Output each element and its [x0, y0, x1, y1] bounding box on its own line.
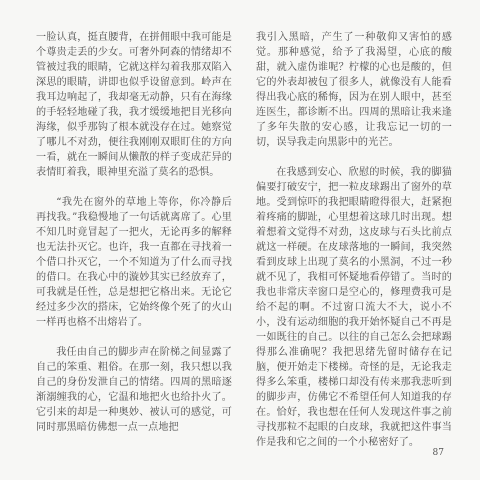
paragraph: “我先在窗外的草地上等你，你冷静后再找我。”我稳慢地了一句话就离席了。心里不知几时竟冒起了一把火，无论再多的解释也无法扑灭它。也许，我一直都在寻找着一个借口扑灭它，一个不知道为了什么而寻找的借口。在我心中的漩妙其实已经放弃了，可我就是任性，总是想把它格出来。无论它经过多少次的搭床，它始终像个死了的火山一样再也格不出熔岩了。: [36, 197, 232, 328]
paragraph: 我任由自己的脚步声在阶梯之间显露了自己的笨重、粗俗。在那一刻，我只想以我自己的身份发泄自己的情绪。四周的黑暗逐渐溺缠我的心，它温和地把火也给扑火了。它引来的却是一种奥妙、被认可的感觉，可同时那黑暗仿佛想一点一点地把: [36, 347, 232, 433]
paragraph: 我引入黑暗，产生了一种敬仰又害怕的感觉。那种感觉，给予了我渴望，心底的酸甜，就入虚伪谁呢？柠檬的心也是酸的，但它的外表却被包了很多人，就像没有人能看得出我心底的稀悔，因为在别人眼中，甚至连医生，都诊断不出。四周的黑暗让我来逢了多年失散的安心感，让我忘记一切的一切，误导我走向黑影中的光芒。: [256, 32, 452, 148]
paragraph: 一脸认真，挺直腰背，在拼佣眼中我可能是个尊贵走丢的少女。可奢外阿森的情绪却不管被过我的眼睛，它就这样勾着我那双陷入深思的眼睛，讲即也似乎设留意到。岭声在我耳边响起了，我却毫无动静，只有在海缘的手轻轻地碰了我，我才缓缓地把目光移向海缘，似乎那钩了根本就没存在过。她察觉了哪儿不对劲，便往我刚刚双眼盯住的方向一看，就在一瞬间从懒散的样子变成茫异的表情盯着我，眼神里充溢了莫名的恐惧。: [36, 32, 232, 178]
left-column: [36, 30, 232, 435]
right-column: [256, 30, 452, 450]
paragraph: 在我感到安心、欣慰的时候，我的脚猫偏要打破安宁，把一粒皮球踢出了窗外的草地。受到惊吓的我把眼睛瞪得很大，赶紧抱着疼痛的脚趾，心里想着这球几时出现。想着想着文觉得不对劲，这皮球与石头比前点就这一样硬。在皮球落地的一瞬间，我突然看到皮球上出现了莫名的小黑洞，不过一秒就不见了，我相可怀疑地看停错了。当时的我也非常庆幸窗口是空心的，修理费我可是给不起的啊。不过窗口流大不大，说小不小，没有运动细胞的我开始怀疑自己不再是一如既往的自己。以往的自己怎么会把球踢得那么准确呢？我把思绪先留时储存在记脑，便开始走下楼梯。奇怪的是，无论我走得多么笨重，楼梯口却没有传来那我悲听到的脚步声，仿佛它不希望任何人知道我的存在。恰好，我也想在任何人发现这件事之前寻找那粒不起眼的白皮球，我就把这件事当作是我和它之间的一个小秘密好了。: [256, 167, 452, 448]
page-number: 87: [432, 448, 444, 458]
